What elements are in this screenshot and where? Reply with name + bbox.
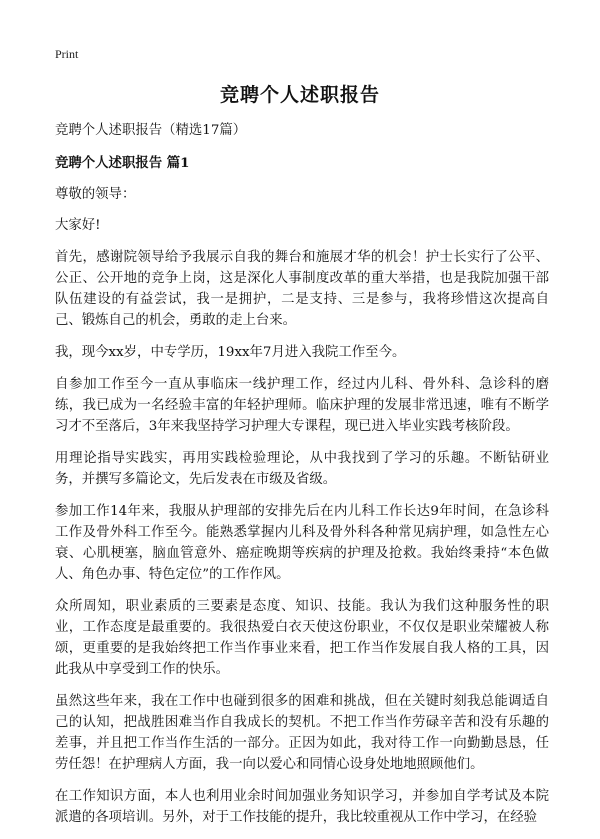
greeting: 尊敬的领导： bbox=[55, 187, 136, 202]
document-body bbox=[55, 120, 549, 839]
paragraph: 自参加工作至今一直从事临床一线护理工作，经过内儿科、骨外科、急诊科的磨练，我已成为一名经验丰富的年轻护理师。临床护理的发展非常迅速，唯有不断学习才不至落后，3年来我坚持学习护理大专课程，现已进入毕业实践考核阶段。 bbox=[55, 377, 549, 434]
paragraph: 我，现今xx岁，中专学历，19xx年7月进入我院工作至今。 bbox=[55, 345, 406, 360]
paragraph: 虽然这些年来，我在工作中也碰到很多的困难和挑战，但在关键时刻我总能调适自己的认知，把战胜困难当作自我成长的契机。不把工作当作劳碌辛苦和没有乐趣的差事，并且把工作当作生活的一部分。正因为如此，我对待工作一向勤勤恳恳，任劳任怨！在护理病人方面，我一向以爱心和同情心设身处地地照顾他们。 bbox=[55, 694, 549, 772]
paragraph: 用理论指导实践实，再用实践检验理论，从中我找到了学习的乐趣。不断钻研业务，并撰写多篇论文，先后发表在市级及省级。 bbox=[55, 451, 549, 487]
paragraph: 众所周知，职业素质的三要素是态度、知识、技能。我认为我们这种服务性的职业，工作态度是最重要的。我很热爱白衣天使这份职业，不仅仅是职业荣耀被人称颂，更重要的是我始终把工作当作事业来看，把工作当作发展自我人格的工具，因此我从中享受到工作的快乐。 bbox=[55, 599, 549, 677]
section-heading: 竞聘个人述职报告 篇1 bbox=[55, 155, 190, 171]
paragraph: 首先，感谢院领导给予我展示自我的舞台和施展才华的机会！护士长实行了公平、公正、公开地的竞争上岗，这是深化人事制度改革的重大举措，也是我院加强干部队伍建设的有益尝试，我一是拥护，二是支持、三是参与，我将珍惜这次提高自己、锻炼自己的机会，勇敢的走上台来。 bbox=[55, 250, 549, 328]
paragraph: 在工作知识方面，本人也利用业余时间加强业务知识学习，并参加自学考试及本院派遣的各项培训。另外，对于工作技能的提升，我比较重视从工作中学习，在经验 bbox=[55, 789, 549, 825]
paragraph: 参加工作14年来，我服从护理部的安排先后在内儿科工作长达9年时间，在急诊科工作及骨外科工作至今。能熟悉掌握内儿科及骨外科各种常见病护理，如急性左心衰、心肌梗塞，脑血管意外、癌症晚期等疾病的护理及抢救。我始终秉持“本色做人、角色办事、特色定位”的工作作风。 bbox=[55, 504, 549, 582]
salutation: 大家好! bbox=[55, 218, 101, 233]
document-subtitle: 竞聘个人述职报告（精选17篇） bbox=[55, 123, 247, 138]
document-title: 竞聘个人述职报告 bbox=[219, 84, 380, 106]
print-link[interactable]: Print bbox=[55, 47, 79, 61]
